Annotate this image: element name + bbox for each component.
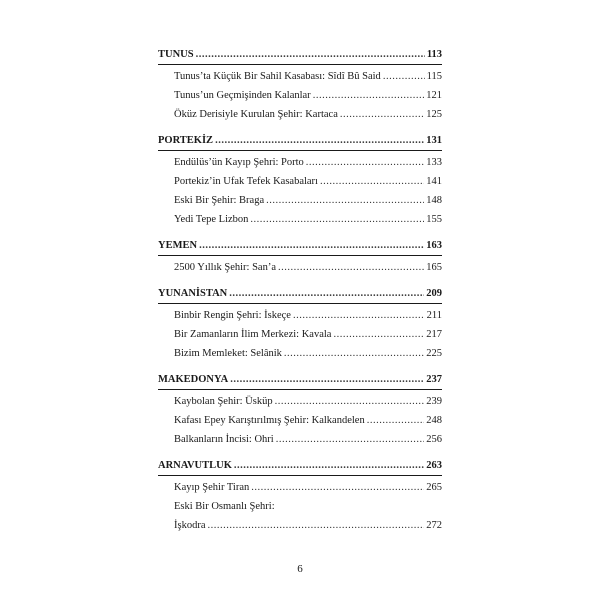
section-title: ARNAVUTLUK xyxy=(158,460,232,471)
entry-title: Binbir Rengin Şehri: İskeçe xyxy=(174,310,291,321)
toc-entry[interactable] xyxy=(158,392,442,411)
section-page-number: 237 xyxy=(426,374,442,385)
toc-entry[interactable] xyxy=(158,430,442,449)
entry-page-number: 148 xyxy=(426,195,442,206)
entry-title: 2500 Yıllık Şehir: San’a xyxy=(174,262,276,273)
entry-title: Balkanların İncisi: Ohri xyxy=(174,434,274,445)
dot-leader xyxy=(199,237,424,255)
dot-leader xyxy=(367,411,425,430)
entry-page-number: 272 xyxy=(426,520,442,531)
dot-leader xyxy=(306,153,424,172)
toc-entry[interactable] xyxy=(158,344,442,363)
toc-entry[interactable] xyxy=(158,497,442,516)
entry-title: Tunus’ta Küçük Bir Sahil Kasabası: Sîdî Bû Said xyxy=(174,71,381,82)
toc-entry[interactable] xyxy=(158,105,442,124)
dot-leader xyxy=(333,325,424,344)
entry-title: Bir Zamanların İlim Merkezi: Kavala xyxy=(174,329,332,340)
section-title: TUNUS xyxy=(158,49,194,60)
dot-leader xyxy=(276,430,425,449)
dot-leader xyxy=(215,132,424,150)
section-title: YEMEN xyxy=(158,240,198,251)
toc-section-yemen xyxy=(158,237,442,277)
toc-entry[interactable] xyxy=(158,86,442,105)
toc-section-heading[interactable] xyxy=(158,46,442,65)
page-number: 6 xyxy=(297,563,303,575)
dot-leader xyxy=(320,172,424,191)
dot-leader xyxy=(250,210,424,229)
entry-title: Kafası Epey Karıştırılmış Şehir: Kalkandelen xyxy=(174,415,365,426)
entry-title: İşkodra xyxy=(174,520,206,531)
toc-entry[interactable] xyxy=(158,172,442,191)
section-page-number: 163 xyxy=(426,240,442,251)
section-page-number: 113 xyxy=(426,49,442,60)
entry-title: Bizim Memleket: Selânik xyxy=(174,348,282,359)
entry-page-number: 121 xyxy=(426,90,442,101)
dot-leader xyxy=(229,285,424,303)
entry-page-number: 165 xyxy=(426,262,442,273)
toc-section-heading[interactable] xyxy=(158,132,442,151)
entry-page-number: 265 xyxy=(426,482,442,493)
dot-leader xyxy=(230,371,424,389)
toc-entry[interactable] xyxy=(158,325,442,344)
toc-entry[interactable] xyxy=(158,411,442,430)
toc-entry[interactable] xyxy=(158,306,442,325)
section-title: PORTEKİZ xyxy=(158,135,214,146)
dot-leader xyxy=(284,344,424,363)
dot-leader xyxy=(293,306,425,325)
entry-title: Portekiz’in Ufak Tefek Kasabaları xyxy=(174,176,318,187)
entry-title: Tunus’un Geçmişinden Kalanlar xyxy=(174,90,311,101)
toc-section-portekiz xyxy=(158,132,442,229)
entry-page-number: 248 xyxy=(426,415,442,426)
dot-leader xyxy=(234,457,424,475)
toc-entry[interactable] xyxy=(158,210,442,229)
toc-entry[interactable] xyxy=(158,153,442,172)
entry-page-number: 239 xyxy=(426,396,442,407)
toc-entry[interactable] xyxy=(158,258,442,277)
dot-leader xyxy=(251,478,424,497)
dot-leader xyxy=(275,392,425,411)
toc-section-arnavutluk xyxy=(158,457,442,535)
toc-section-tunus xyxy=(158,46,442,124)
section-page-number: 263 xyxy=(426,460,442,471)
toc-entry[interactable] xyxy=(158,516,442,535)
entry-page-number: 217 xyxy=(426,329,442,340)
toc-section-heading[interactable] xyxy=(158,371,442,390)
entry-title: Eski Bir Şehir: Braga xyxy=(174,195,265,206)
entry-title: Kaybolan Şehir: Üsküp xyxy=(174,396,273,407)
section-title: YUNANİSTAN xyxy=(158,288,228,299)
entry-page-number: 225 xyxy=(426,348,442,359)
toc-section-heading[interactable] xyxy=(158,285,442,304)
entry-page-number: 155 xyxy=(426,214,442,225)
entry-page-number: 115 xyxy=(426,71,442,82)
entry-page-number: 125 xyxy=(426,109,442,120)
toc-section-heading[interactable] xyxy=(158,457,442,476)
entry-page-number: 211 xyxy=(426,310,442,321)
entry-title: Eski Bir Osmanlı Şehri: xyxy=(174,501,275,512)
entry-title: Kayıp Şehir Tiran xyxy=(174,482,250,493)
dot-leader xyxy=(196,46,425,64)
dot-leader xyxy=(340,105,424,124)
dot-leader xyxy=(313,86,425,105)
entry-title: Öküz Derisiyle Kurulan Şehir: Kartaca xyxy=(174,109,338,120)
section-title: MAKEDONYA xyxy=(158,374,229,385)
toc-section-makedonya xyxy=(158,371,442,449)
dot-leader xyxy=(266,191,424,210)
entry-page-number: 133 xyxy=(426,157,442,168)
toc-section-heading[interactable] xyxy=(158,237,442,256)
entry-title: Yedi Tepe Lizbon xyxy=(174,214,249,225)
entry-title: Endülüs’ün Kayıp Şehri: Porto xyxy=(174,157,304,168)
toc-entry[interactable] xyxy=(158,67,442,86)
entry-page-number: 141 xyxy=(426,176,442,187)
dot-leader xyxy=(208,516,425,535)
toc-section-yunanistan xyxy=(158,285,442,363)
dot-leader xyxy=(383,67,425,86)
section-page-number: 131 xyxy=(426,135,442,146)
toc-entry[interactable] xyxy=(158,191,442,210)
section-page-number: 209 xyxy=(426,288,442,299)
dot-leader xyxy=(278,258,424,277)
table-of-contents xyxy=(158,46,442,543)
entry-page-number: 256 xyxy=(426,434,442,445)
toc-entry[interactable] xyxy=(158,478,442,497)
